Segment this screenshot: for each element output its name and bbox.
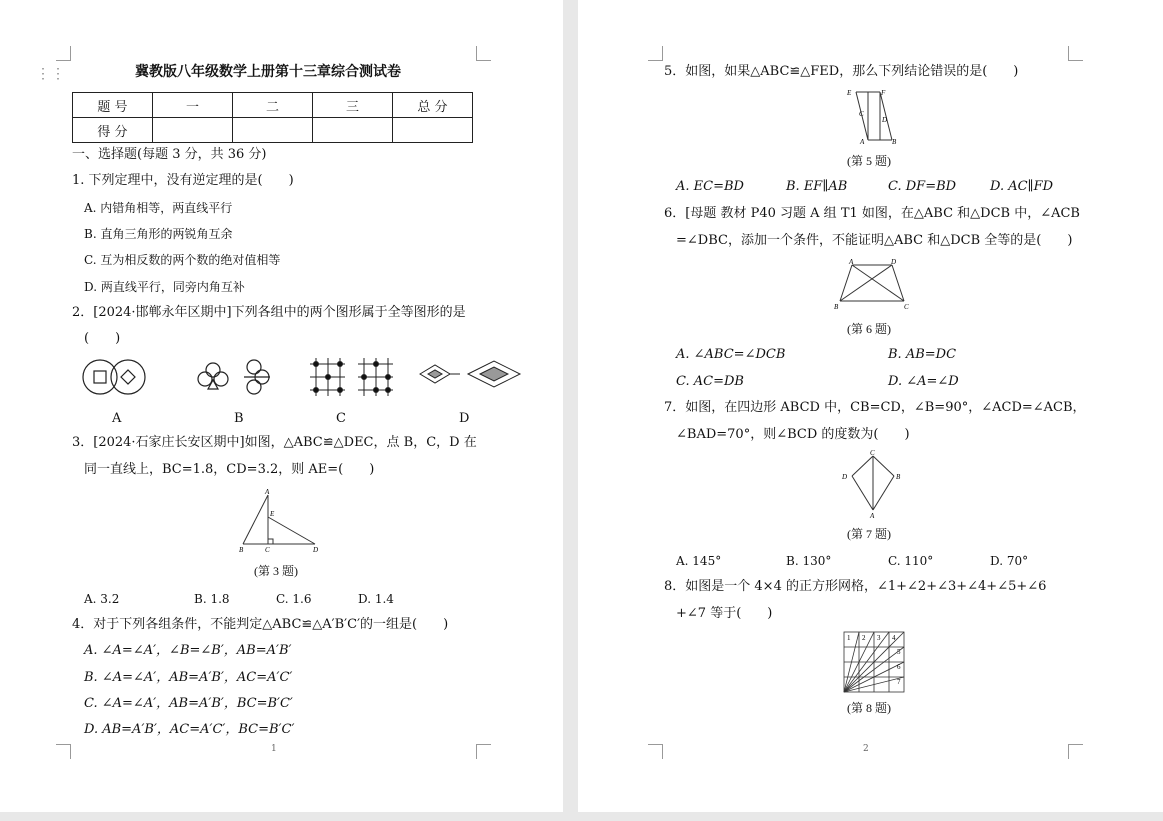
fig-label: 1 (847, 634, 851, 642)
figure-6-caption: (第 6 题) (847, 322, 891, 336)
figure-c (310, 358, 393, 396)
score-input-cell[interactable] (393, 118, 473, 143)
figure-3-caption: (第 3 题) (254, 564, 298, 578)
fig-label: 3 (877, 634, 881, 642)
fig-label: B (239, 546, 244, 554)
table-row (73, 118, 473, 143)
question-1-option-d: D. 两直线平行，同旁内角互补 (84, 280, 245, 294)
question-4-option-a: A. ∠A=∠A′，∠B=∠B′，AB=A′B′ (84, 643, 292, 658)
question-2-label-d: D (459, 411, 470, 426)
question-7-stem: 7．如图，在四边形 ABCD 中，CB=CD，∠B=90°，∠ACD=∠ACB， (664, 400, 1086, 415)
question-6-stem-cont: =∠DBC，添加一个条件，不能证明△ABC 和△DCB 全等的是( ) (676, 233, 1073, 248)
fig-label: 5 (897, 648, 901, 656)
crop-mark (1068, 744, 1083, 759)
score-input-cell[interactable] (153, 118, 233, 143)
question-2-label-b: B (234, 411, 244, 426)
fig-label: E (847, 89, 852, 97)
question-4-option-d: D. AB=A′B′，AC=A′C′，BC=B′C′ (84, 722, 295, 737)
question-1-option-c: C. 互为相反数的两个数的绝对值相等 (84, 253, 281, 267)
question-2-label-a: A (112, 411, 122, 426)
fig-label: D (842, 473, 848, 481)
question-3-stem-cont: 同一直线上，BC=1.8，CD=3.2，则 AE=( ) (84, 462, 375, 477)
drag-handle-icon[interactable]: ⋮⋮ (36, 66, 66, 82)
crop-mark (648, 744, 663, 759)
table-cell: 一 (153, 93, 233, 118)
fig-label: B (896, 473, 901, 481)
table-cell: 三 (313, 93, 393, 118)
fig-label: A (860, 138, 865, 146)
question-8-stem: 8．如图是一个 4×4 的正方形网格，∠1+∠2+∠3+∠4+∠5+∠6 (664, 579, 1047, 594)
question-7-option-a: A. 145° (676, 554, 722, 568)
question-7-figure (838, 450, 908, 520)
question-2-label-c: C (336, 411, 346, 426)
table-cell: 题 号 (73, 93, 153, 118)
question-5-stem: 5．如图，如果△ABC≌△FED，那么下列结论错误的是( ) (664, 64, 1019, 79)
question-3-option-b: B. 1.8 (194, 592, 230, 606)
question-5-option-c: C. DF=BD (888, 179, 957, 194)
fig-label: A (265, 488, 270, 496)
question-7-option-b: B. 130° (786, 554, 832, 568)
figure-7-caption: (第 7 题) (847, 527, 891, 541)
fig-label: C (265, 546, 270, 554)
fig-label: D (891, 258, 897, 266)
question-6-option-d: D. ∠A=∠D (888, 374, 959, 389)
fig-label: C (870, 449, 875, 457)
page-number: 1 (271, 744, 277, 754)
question-7-option-c: C. 110° (888, 554, 934, 568)
question-3-figure (235, 487, 325, 557)
fig-label: B (834, 303, 839, 311)
question-1-option-b: B. 直角三角形的两锐角互余 (84, 227, 233, 241)
question-1-option-a: A. 内错角相等，两直线平行 (84, 201, 233, 215)
question-6-figure (834, 257, 914, 312)
question-5-figure (846, 86, 906, 146)
figure-8-caption: (第 8 题) (847, 701, 891, 715)
table-row (73, 93, 473, 118)
fig-label: 4 (892, 634, 896, 642)
question-8-figure (842, 630, 906, 694)
figure-5-caption: (第 5 题) (847, 154, 891, 168)
question-3-stem: 3．[2024·石家庄长安区期中]如图，△ABC≌△DEC，点 B，C，D 在 (72, 435, 477, 450)
question-3-option-a: A. 3.2 (84, 592, 120, 606)
question-3-option-d: D. 1.4 (358, 592, 394, 606)
fig-label: F (881, 89, 886, 97)
fig-label: E (270, 510, 275, 518)
fig-label: A (849, 258, 854, 266)
question-7-stem-cont: ∠BAD=70°，则∠BCD 的度数为( ) (676, 427, 910, 442)
question-6-option-a: A. ∠ABC=∠DCB (676, 347, 786, 362)
crop-mark (648, 46, 663, 61)
crop-mark (56, 744, 71, 759)
table-cell: 二 (233, 93, 313, 118)
question-5-option-a: A. EC=BD (676, 179, 744, 194)
fig-label: A (870, 512, 875, 520)
fig-label: 6 (897, 663, 901, 671)
figure-b (198, 360, 270, 394)
question-4-option-b: B. ∠A=∠A′，AB=A′B′，AC=A′C′ (84, 670, 293, 685)
question-5-option-b: B. EF∥AB (786, 179, 848, 194)
fig-label: 7 (897, 678, 901, 686)
crop-mark (476, 46, 491, 61)
question-8-stem-cont: +∠7 等于( ) (676, 606, 773, 621)
page-title: 冀教版八年级数学上册第十三章综合测试卷 (135, 64, 401, 80)
question-6-option-c: C. AC=DB (676, 374, 744, 389)
question-4-stem: 4．对于下列各组条件，不能判定△ABC≌△A′B′C′的一组是( ) (72, 617, 449, 632)
page-1 (0, 0, 563, 812)
crop-mark (476, 744, 491, 759)
question-2-stem: 2．[2024·邯郸永年区期中]下列各组中的两个图形属于全等图形的是 (72, 305, 466, 320)
table-cell: 得 分 (73, 118, 153, 143)
figure-a (83, 360, 145, 394)
question-3-option-c: C. 1.6 (276, 592, 312, 606)
fig-label: D (313, 546, 319, 554)
page-number: 2 (863, 744, 869, 754)
fig-label: C (904, 303, 909, 311)
question-1-stem: 1. 下列定理中，没有逆定理的是( ) (72, 173, 294, 188)
page-2 (578, 0, 1163, 812)
crop-mark (56, 46, 71, 61)
fig-label: 2 (862, 634, 866, 642)
fig-label: B (892, 138, 897, 146)
figure-d (420, 361, 520, 387)
section-heading: 一、选择题(每题 3 分，共 36 分) (72, 147, 267, 162)
question-2-stem-cont: ( ) (84, 331, 121, 346)
crop-mark (1068, 46, 1083, 61)
table-cell: 总 分 (393, 93, 473, 118)
question-6-stem: 6．[母题 教材 P40 习题 A 组 T1 如图，在△ABC 和△DCB 中，∠ACB (664, 206, 1080, 221)
question-5-option-d: D. AC∥FD (990, 179, 1054, 194)
question-6-option-b: B. AB=DC (888, 347, 957, 362)
score-table (72, 92, 473, 143)
fig-label: D (882, 116, 888, 124)
question-2-figures (80, 352, 530, 402)
question-4-option-c: C. ∠A=∠A′，AB=A′B′，BC=B′C′ (84, 696, 293, 711)
fig-label: C (859, 110, 864, 118)
question-7-option-d: D. 70° (990, 554, 1029, 568)
score-input-cell[interactable] (313, 118, 393, 143)
score-input-cell[interactable] (233, 118, 313, 143)
